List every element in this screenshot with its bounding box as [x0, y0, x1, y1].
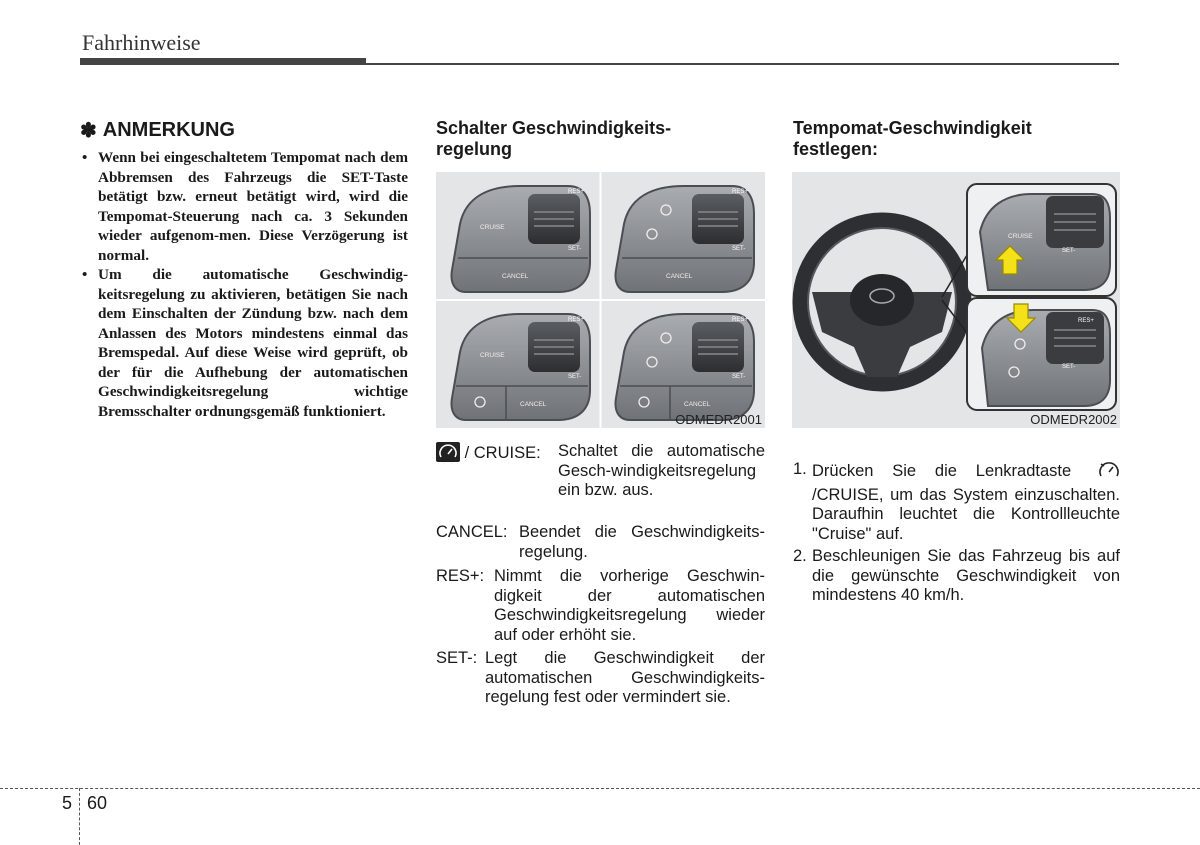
svg-text:CRUISE: CRUISE [480, 224, 505, 231]
note-heading-text: ANMERKUNG [102, 119, 235, 141]
cruise-icon [436, 442, 460, 468]
svg-text:CANCEL: CANCEL [502, 273, 529, 280]
definition-desc: Schaltet die automatische Gesch-windigkeitsregelung ein bzw. aus. [558, 442, 765, 499]
step-item: 1. Drücken Sie die Lenkradtaste /CRUISE, um das System einzuschalten. Daraufhin leuchtet die Kontrollleuchte "Cruise" auf. [793, 460, 1120, 543]
footer-vertical-divider [79, 788, 80, 845]
svg-text:SET-: SET- [732, 246, 746, 252]
svg-text:CRUISE: CRUISE [480, 352, 505, 359]
svg-text:SET-: SET- [568, 374, 582, 380]
svg-text:RES+: RES+ [732, 189, 748, 195]
svg-text:CANCEL: CANCEL [684, 401, 711, 408]
svg-text:SET-: SET- [732, 374, 746, 380]
figure-label: ODMEDR2001 [675, 412, 762, 427]
svg-text:SET-: SET- [568, 246, 582, 252]
definition-term: CANCEL: [436, 523, 508, 541]
note-item: • Um die automatische Geschwindig-keitsregelung zu aktivieren, betätigen Sie nach dem Einschalten der Zündung bzw. nach dem Anlassen des Motors mindestens einmal das Bremspedal. Auf diese Weise wird geprüft, ob der für die Aufhebung der automatischen Geschwindigkeitsregelung wichtige Bremsschalter ordnungsgemäß funktioniert. [80, 265, 408, 421]
switch-illustration [436, 172, 765, 428]
definition-cruise [436, 442, 765, 501]
definition-set [436, 649, 765, 708]
svg-text:RES+: RES+ [568, 189, 584, 195]
svg-text:SET-: SET- [1062, 248, 1076, 254]
page-chapter: 5 [62, 793, 73, 813]
svg-text:RES+: RES+ [732, 317, 748, 323]
definition-term: SET-: [436, 649, 478, 667]
definition-term: / CRUISE: [436, 442, 541, 468]
svg-text:CANCEL: CANCEL [666, 273, 693, 280]
definition-desc: Beendet die Geschwindigkeits-regelung. [519, 523, 765, 561]
set-speed-heading: Tempomat-Geschwindigkeit festlegen: [793, 118, 1032, 159]
switch-section [436, 118, 765, 160]
svg-text:RES+: RES+ [1078, 318, 1094, 324]
header-rule-thin [366, 63, 1119, 65]
steering-wheel-illustration [792, 172, 1120, 428]
switch-figure [436, 172, 765, 428]
switch-section-heading: Schalter Geschwindigkeits- regelung [436, 118, 672, 159]
definition-res [436, 567, 765, 645]
steps-list [793, 460, 1120, 609]
note-list [80, 148, 408, 421]
steering-wheel-figure [792, 172, 1120, 428]
svg-text:SET-: SET- [1062, 364, 1076, 370]
figure-label: ODMEDR2002 [1030, 412, 1117, 427]
header-rule-thick [80, 58, 366, 65]
step-number: 1. [793, 460, 807, 478]
step-number: 2. [793, 547, 807, 565]
definition-desc: Legt die Geschwindigkeit der automatischen Geschwindigkeits-regelung fest oder vermindert sie. [485, 649, 765, 706]
cruise-icon [1098, 460, 1120, 486]
footer-divider [0, 788, 1200, 789]
definition-term: RES+: [436, 567, 485, 585]
page-header-title: Fahrhinweise [82, 30, 201, 55]
definition-cancel [436, 523, 765, 562]
svg-text:CANCEL: CANCEL [520, 401, 547, 408]
note-star-icon: ✽ [80, 120, 97, 142]
svg-text:RES+: RES+ [568, 317, 584, 323]
note-item: • Wenn bei eingeschaltetem Tempomat nach dem Abbremsen des Fahrzeugs die SET-Taste betätigt bzw. erneut betätigt wird, wird die Tempomat-Steuerung nach ca. 3 Sekunden wieder aufgenom-men. Diese Verzögerung ist normal. [80, 148, 408, 265]
note-heading [80, 118, 408, 143]
step-item: 2. Beschleunigen Sie das Fahrzeug bis auf die gewünschte Geschwindigkeit von mindestens 40 km/h. [793, 547, 1120, 604]
svg-text:CRUISE: CRUISE [1008, 233, 1033, 240]
set-speed-section [793, 118, 1120, 160]
definition-desc: Nimmt die vorherige Geschwin-digkeit der automatischen Geschwindigkeitsregelung wieder auf oder erhöht sie. [494, 567, 765, 644]
page-number: 60 [87, 793, 108, 813]
note-box [80, 118, 408, 421]
